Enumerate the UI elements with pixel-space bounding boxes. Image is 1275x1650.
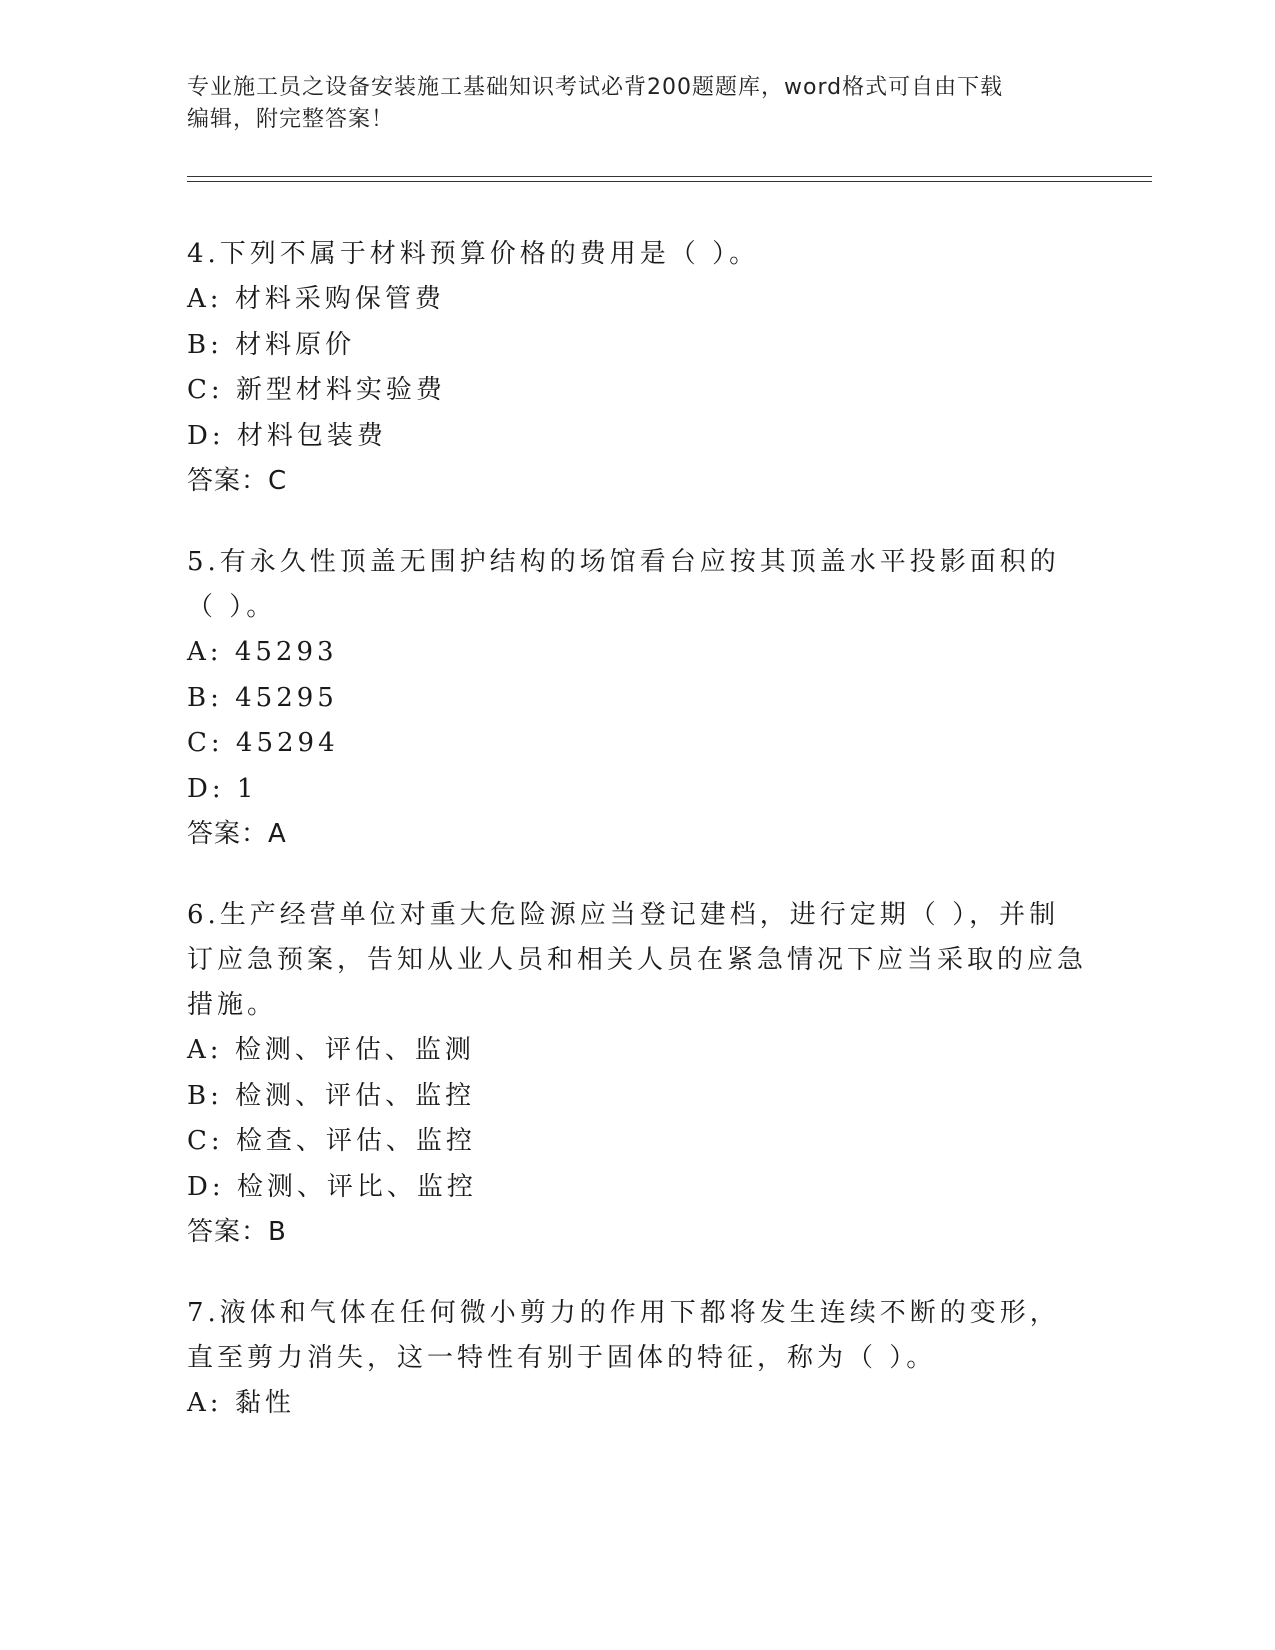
option-d: [187, 767, 1087, 813]
header-line-2: 编辑，附完整答案！: [187, 107, 395, 132]
option-d: [187, 1165, 1087, 1211]
option-c: [187, 1119, 1087, 1165]
option-a: [187, 1381, 1087, 1427]
question-list: [187, 232, 1087, 1463]
question-text: 6.生产经营单位对重大危险源应当登记建档，进行定期（ ），并制订应急预案，告知从业人员和相关人员在紧急情况下应当采取的应急措施。: [187, 900, 1088, 1020]
option-key: A:: [187, 1388, 223, 1418]
option-key: A:: [187, 284, 223, 314]
option-text: 检测、评估、监测: [234, 1035, 475, 1065]
option-b: [187, 323, 1087, 369]
option-text: 检测、评估、监控: [235, 1080, 476, 1111]
option-key: D:: [187, 1171, 225, 1202]
option-text: 黏性: [234, 1388, 295, 1418]
option-b: [187, 676, 1087, 722]
option-key: A:: [187, 1035, 223, 1065]
answer-line: 答案：A: [187, 819, 287, 849]
header-divider-bottom: [187, 181, 1152, 182]
option-c: [187, 368, 1087, 414]
option-key: D:: [187, 773, 225, 804]
answer-line: 答案：B: [187, 1217, 287, 1247]
header-line-1: 专业施工员之设备安装施工基础知识考试必背200题题库，word格式可自由下载: [187, 75, 1004, 100]
option-b: [187, 1074, 1087, 1120]
option-key: B:: [187, 1080, 223, 1111]
option-text: 检测、评比、监控: [236, 1171, 477, 1202]
option-text: 材料包装费: [236, 420, 387, 451]
document-header: [187, 72, 1067, 136]
option-text: 新型材料实验费: [235, 375, 446, 405]
option-key: C:: [187, 1126, 224, 1156]
answer-line: 答案：C: [187, 466, 288, 496]
question-6: [187, 893, 1087, 1255]
option-text: 45293: [234, 637, 338, 667]
question-text: 5.有永久性顶盖无围护结构的场馆看台应按其顶盖水平投影面积的（ ）。: [187, 547, 1060, 622]
option-key: D:: [187, 420, 225, 451]
option-key: A:: [187, 637, 223, 667]
option-text: 材料采购保管费: [234, 284, 445, 314]
option-a: [187, 630, 1087, 676]
question-7: [187, 1291, 1087, 1427]
option-text: 检查、评估、监控: [235, 1126, 476, 1156]
header-divider-top: [187, 176, 1152, 177]
option-text: 45295: [235, 682, 338, 713]
question-text: 7.液体和气体在任何微小剪力的作用下都将发生连续不断的变形，直至剪力消失，这一特性有别于固体的特征，称为（ ）。: [187, 1298, 1060, 1373]
option-a: [187, 1028, 1087, 1074]
option-key: B:: [187, 329, 223, 360]
option-d: [187, 414, 1087, 460]
option-text: 材料原价: [235, 329, 356, 360]
option-c: [187, 721, 1087, 767]
option-key: C:: [187, 375, 224, 405]
option-a: [187, 277, 1087, 323]
question-4: [187, 232, 1087, 504]
option-text: 1: [236, 773, 258, 804]
option-text: 45294: [235, 728, 339, 758]
question-5: [187, 540, 1087, 857]
option-key: B:: [187, 682, 223, 713]
question-text: 4.下列不属于材料预算价格的费用是（ ）。: [187, 239, 760, 269]
option-key: C:: [187, 728, 224, 758]
